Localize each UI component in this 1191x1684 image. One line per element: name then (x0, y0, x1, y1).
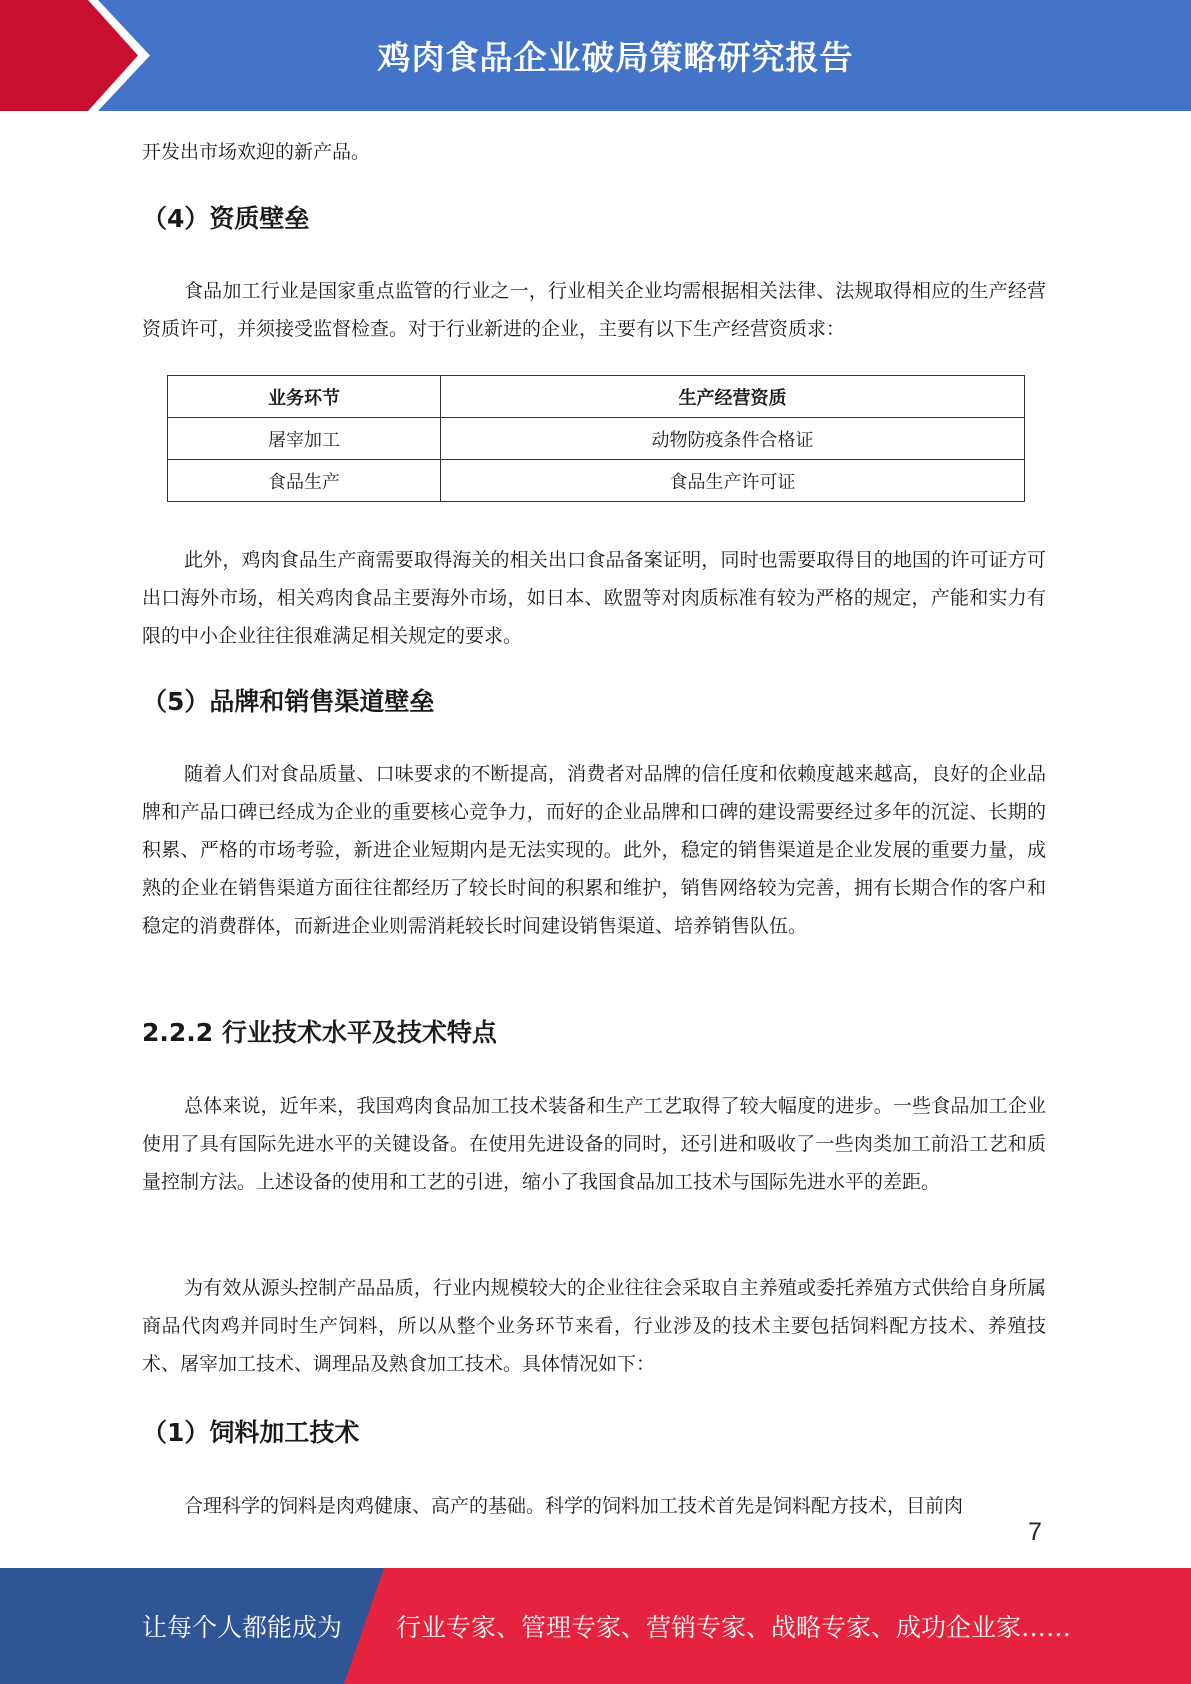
table-header-row (168, 376, 1025, 418)
table-cell: 屠宰加工 (168, 418, 441, 460)
paragraph-tech-scope: 为有效从源头控制产品品质，行业内规模较大的企业往往会采取自主养殖或委托养殖方式供给自身所属商品代肉鸡并同时生产饲料，所以从整个业务环节来看，行业涉及的技术主要包括饲料配方技术、养殖技术、屠宰加工技术、调理品及熟食加工技术。具体情况如下： (142, 1277, 1046, 1375)
subheading-feed-processing: （1）饲料加工技术 (142, 1418, 360, 1447)
table-header-cell: 生产经营资质 (441, 376, 1025, 418)
subheading-qualification-barrier: （4）资质壁垒 (142, 204, 310, 233)
page-number: 7 (1028, 1518, 1042, 1546)
paragraph-brand-channel: 随着人们对食品质量、口味要求的不断提高，消费者对品牌的信任度和依赖度越来越高，良好的企业品牌和产品口碑已经成为企业的重要核心竞争力，而好的企业品牌和口碑的建设需要经过多年的沉淀、长期的积累、严格的市场考验，新进企业短期内是无法实现的。此外，稳定的销售渠道是企业发展的重要力量，成熟的企业在销售渠道方面往往都经历了较长时间的积累和维护，销售网络较为完善，拥有长期合作的客户和稳定的消费群体，而新进企业则需消耗较长时间建设销售渠道、培养销售队伍。 (142, 763, 1046, 937)
paragraph-tech-overview: 总体来说，近年来，我国鸡肉食品加工技术装备和生产工艺取得了较大幅度的进步。一些食品加工企业使用了具有国际先进水平的关键设备。在使用先进设备的同时，还引进和吸收了一些肉类加工前沿工艺和质量控制方法。上述设备的使用和工艺的引进，缩小了我国食品加工技术与国际先进水平的差距。 (142, 1095, 1046, 1193)
paragraph-export: 此外，鸡肉食品生产商需要取得海关的相关出口食品备案证明，同时也需要取得目的地国的许可证方可出口海外市场，相关鸡肉食品主要海外市场，如日本、欧盟等对肉质标准有较为严格的规定，产能和实力有限的中小企业往往很难满足相关规定的要求。 (142, 549, 1046, 647)
report-title: 鸡肉食品企业破局策略研究报告 (377, 38, 854, 77)
page-header (0, 0, 1191, 111)
section-heading-2-2-2: 2.2.2 行业技术水平及技术特点 (142, 1018, 497, 1047)
subheading-brand-channel-barrier: （5）品牌和销售渠道壁垒 (142, 687, 435, 716)
page-footer (0, 1568, 1191, 1684)
table-header-cell: 业务环节 (168, 376, 441, 418)
table-row (168, 418, 1025, 460)
footer-slogan-left: 让每个人都能成为 (142, 1613, 343, 1642)
paragraph-feed: 合理科学的饲料是肉鸡健康、高产的基础。科学的饲料加工技术首先是饲料配方技术，目前肉 (184, 1495, 964, 1517)
qualification-table (167, 375, 1025, 502)
footer-slogan-right: 行业专家、管理专家、营销专家、战略专家、成功企业家…… (396, 1613, 1072, 1642)
paragraph-continuation: 开发出市场欢迎的新产品。 (142, 141, 371, 163)
table-cell: 食品生产许可证 (441, 460, 1025, 502)
paragraph-qualification: 食品加工行业是国家重点监管的行业之一，行业相关企业均需根据相关法律、法规取得相应的生产经营资质许可，并须接受监督检查。对于行业新进的企业，主要有以下生产经营资质求： (142, 280, 1046, 340)
table-row (168, 460, 1025, 502)
table-cell: 食品生产 (168, 460, 441, 502)
table-cell: 动物防疫条件合格证 (441, 418, 1025, 460)
